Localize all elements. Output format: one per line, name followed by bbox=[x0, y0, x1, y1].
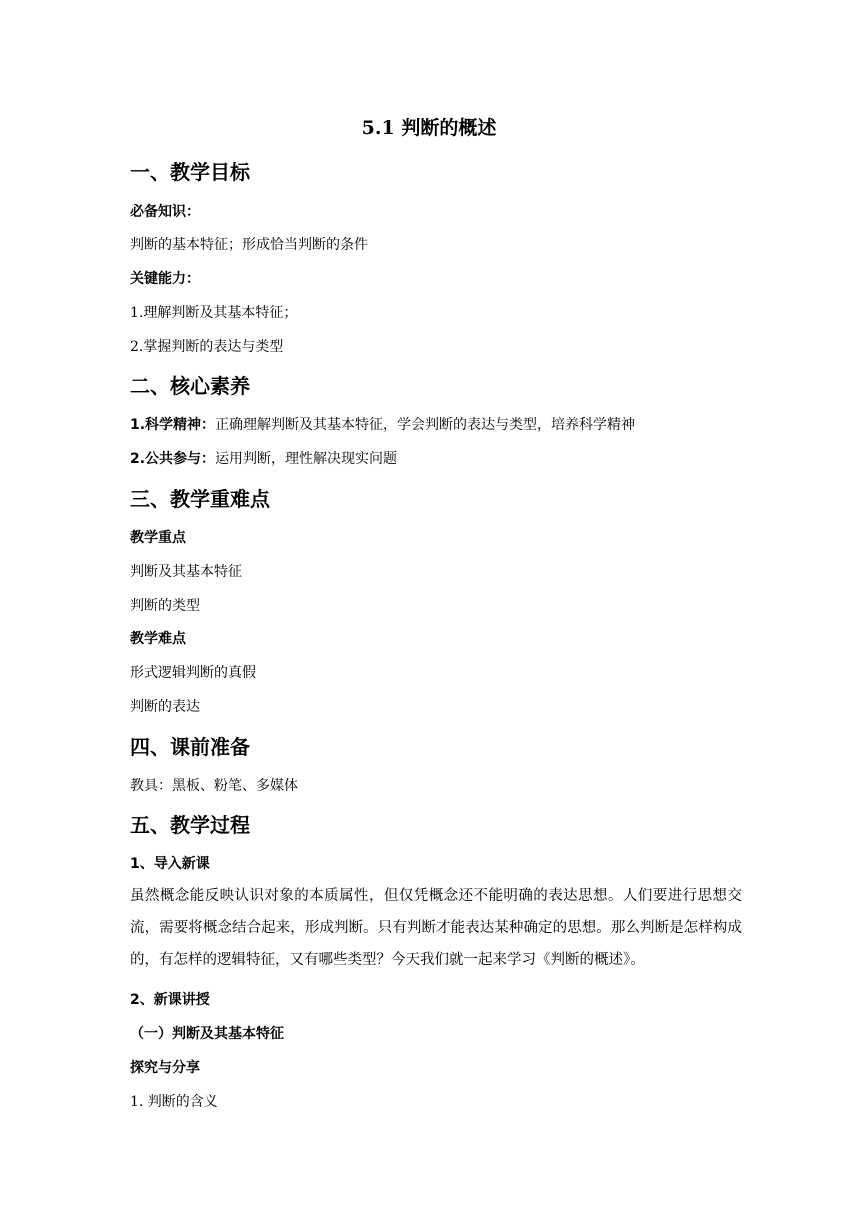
part-1-heading: （一）判断及其基本特征 bbox=[130, 1026, 284, 1042]
section-heading-process: 五、教学过程 bbox=[130, 813, 250, 837]
step-intro-heading: 1、导入新课 bbox=[130, 856, 210, 872]
label-difficult-points: 教学难点 bbox=[130, 631, 186, 647]
preparation-text: 教具：黑板、粉笔、多媒体 bbox=[130, 778, 298, 794]
document-title: 5.1 判断的概述 bbox=[361, 117, 497, 139]
key-point-1: 判断及其基本特征 bbox=[130, 564, 242, 580]
ability-item-2: 2.掌握判断的表达与类型 bbox=[130, 339, 284, 355]
literacy-item-2-label: 2.公共参与： bbox=[130, 451, 216, 467]
difficult-point-2: 判断的表达 bbox=[130, 699, 200, 715]
literacy-item-2 bbox=[130, 449, 397, 469]
literacy-item-1 bbox=[130, 415, 635, 435]
step-lecture-heading: 2、新课讲授 bbox=[130, 992, 210, 1008]
label-key-points: 教学重点 bbox=[130, 530, 186, 546]
literacy-item-1-text: 正确理解判断及其基本特征，学会判断的表达与类型，培养科学精神 bbox=[215, 417, 636, 433]
ability-item-1: 1.理解判断及其基本特征； bbox=[130, 305, 298, 321]
explore-heading: 探究与分享 bbox=[130, 1060, 200, 1076]
difficult-point-1: 形式逻辑判断的真假 bbox=[130, 665, 256, 681]
point-1-text: 1. 判断的含义 bbox=[130, 1094, 218, 1110]
key-point-2: 判断的类型 bbox=[130, 598, 200, 614]
label-key-abilities: 关键能力： bbox=[130, 271, 200, 287]
section-heading-objectives: 一、教学目标 bbox=[130, 160, 250, 184]
section-heading-preparation: 四、课前准备 bbox=[130, 735, 250, 759]
section-heading-key-difficult-points: 三、教学重难点 bbox=[130, 487, 270, 511]
literacy-item-2-text: 运用判断，理性解决现实问题 bbox=[215, 451, 398, 467]
intro-paragraph: 虽然概念能反映认识对象的本质属性，但仅凭概念还不能明确的表达思想。人们要进行思想交流，需要将概念结合起来，形成判断。只有判断才能表达某种确定的思想。那么判断是怎样构成的，有怎样的逻辑特征，又有哪些类型？今天我们就一起来学习《判断的概述》。 bbox=[130, 888, 742, 968]
section-heading-core-literacy: 二、核心素养 bbox=[130, 374, 250, 398]
literacy-item-1-label: 1.科学精神： bbox=[130, 417, 216, 433]
label-required-knowledge: 必备知识： bbox=[130, 204, 200, 220]
text-required-knowledge: 判断的基本特征；形成恰当判断的条件 bbox=[130, 237, 368, 253]
